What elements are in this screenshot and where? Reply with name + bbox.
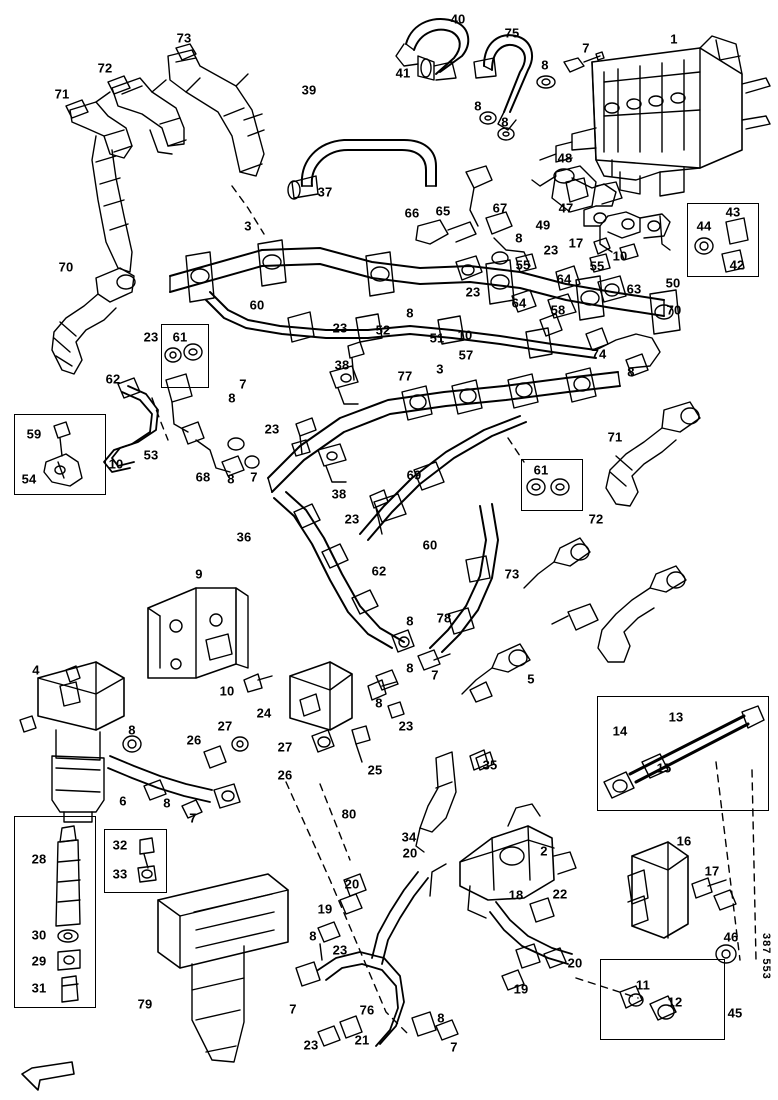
callout-number: 43 — [725, 204, 741, 220]
callout-number: 45 — [727, 1005, 743, 1021]
callout-number: 29 — [31, 953, 47, 969]
callout-number: 8 — [406, 613, 414, 629]
callout-number: 25 — [367, 762, 383, 778]
callout-number: 8 — [406, 660, 414, 676]
callout-number: 54 — [21, 471, 37, 487]
fitting-cluster-65-66-67 — [416, 166, 530, 280]
injector-72-right — [552, 566, 686, 662]
callout-number: 44 — [696, 218, 712, 234]
callout-number: 23 — [344, 511, 360, 527]
callout-number: 73 — [176, 30, 192, 46]
callout-number: 11 — [635, 977, 651, 993]
callout-number: 55 — [589, 258, 605, 274]
bracket-34 — [416, 750, 488, 852]
callout-number: 23 — [303, 1037, 319, 1053]
callout-number: 52 — [375, 322, 391, 338]
callout-number: 31 — [31, 980, 47, 996]
callout-number: 12 — [667, 994, 683, 1010]
callout-number: 71 — [54, 86, 70, 102]
callout-number: 77 — [397, 368, 413, 384]
rail-77-69 — [360, 416, 526, 540]
callout-number: 2 — [540, 843, 548, 859]
callout-number: 70 — [666, 302, 682, 318]
callout-number: 22 — [552, 886, 568, 902]
inset-43-44-42 — [687, 203, 759, 277]
callout-number: 23 — [264, 421, 280, 437]
callout-number: 8 — [228, 390, 236, 406]
callout-number: 7 — [582, 40, 590, 56]
callout-number: 10 — [219, 683, 235, 699]
injector-71-right — [606, 402, 700, 506]
callout-number: 8 — [541, 57, 549, 73]
callout-number: 8 — [309, 928, 317, 944]
callout-number: 5 — [527, 671, 535, 687]
callout-number: 49 — [535, 217, 551, 233]
dashed-links — [152, 186, 756, 1034]
callout-number: 76 — [359, 1002, 375, 1018]
callout-number: 35 — [482, 757, 498, 773]
callout-number: 73 — [504, 566, 520, 582]
callout-number: 8 — [128, 722, 136, 738]
callout-number: 18 — [508, 887, 524, 903]
callout-number: 16 — [676, 833, 692, 849]
sensor-17-right — [692, 878, 736, 963]
callout-number: 8 — [227, 471, 235, 487]
callout-number: 8 — [437, 1010, 445, 1026]
callout-number: 7 — [239, 376, 247, 392]
callout-number: 7 — [250, 469, 258, 485]
callout-number: 57 — [458, 347, 474, 363]
line-76-21 — [296, 952, 458, 1046]
callout-number: 79 — [137, 996, 153, 1012]
callout-number: 72 — [97, 60, 113, 76]
callout-number: 60 — [249, 297, 265, 313]
callout-number: 33 — [112, 866, 128, 882]
callout-number: 6 — [119, 793, 127, 809]
callout-number: 19 — [513, 981, 529, 997]
injector-71 — [66, 92, 132, 272]
callout-number: 15 — [656, 760, 672, 776]
injector-5 — [462, 644, 530, 702]
callout-number: 36 — [236, 529, 252, 545]
callout-number: 8 — [515, 230, 523, 246]
callout-number: 60 — [422, 537, 438, 553]
callout-number: 8 — [627, 364, 635, 380]
callout-number: 7 — [189, 810, 197, 826]
callout-number: 66 — [404, 205, 420, 221]
callout-number: 4 — [32, 662, 40, 678]
callout-number: 27 — [277, 739, 293, 755]
washer-8-top — [537, 76, 555, 88]
callout-number: 78 — [436, 610, 452, 626]
line-18-22 — [490, 898, 572, 990]
callout-number: 61 — [172, 329, 188, 345]
fuel-hose-39 — [288, 140, 436, 199]
callout-number: 8 — [501, 114, 509, 130]
callout-number: 62 — [371, 563, 387, 579]
inset-28-30-29-31 — [14, 816, 96, 1008]
callout-number: 26 — [186, 732, 202, 748]
callout-number: 21 — [354, 1032, 370, 1048]
clamp-38-b — [318, 444, 346, 482]
callout-number: 23 — [332, 942, 348, 958]
callout-number: 48 — [557, 150, 573, 166]
hose-73-lower — [430, 504, 498, 652]
callout-number: 10 — [612, 248, 628, 264]
line-6 — [108, 756, 212, 818]
callout-number: 23 — [398, 718, 414, 734]
callout-number: 42 — [729, 257, 745, 273]
callout-number: 70 — [58, 259, 74, 275]
callout-number: 64 — [556, 271, 572, 287]
callout-number: 10 — [108, 456, 124, 472]
bracket-9 — [148, 588, 248, 678]
callout-number: 8 — [474, 98, 482, 114]
callout-number: 23 — [465, 284, 481, 300]
callout-number: 20 — [567, 955, 583, 971]
filter-head-4 — [20, 662, 127, 822]
callout-number: 46 — [723, 929, 739, 945]
orientation-arrow — [22, 1062, 74, 1090]
filter-79 — [158, 874, 288, 1062]
injector-73-right — [524, 538, 590, 588]
sheet-code: 387 553 — [760, 933, 772, 980]
callout-number: 62 — [105, 371, 121, 387]
callout-number: 3 — [436, 361, 444, 377]
callout-number: 80 — [341, 806, 357, 822]
callout-number: 10 — [457, 327, 473, 343]
injector-72 — [108, 76, 186, 154]
callout-number: 7 — [431, 667, 439, 683]
callout-number: 37 — [317, 184, 333, 200]
callout-number: 23 — [332, 320, 348, 336]
callout-number: 38 — [331, 486, 347, 502]
injector-73 — [168, 44, 264, 176]
callout-number: 26 — [277, 767, 293, 783]
callout-number: 8 — [163, 795, 171, 811]
callout-number: 17 — [704, 863, 720, 879]
callout-number: 34 — [401, 829, 417, 845]
callout-number: 53 — [143, 447, 159, 463]
callout-number: 75 — [504, 25, 520, 41]
callout-number: 58 — [550, 302, 566, 318]
callout-number: 67 — [492, 200, 508, 216]
callout-number: 51 — [429, 330, 445, 346]
callout-number: 63 — [626, 281, 642, 297]
callout-number: 28 — [31, 851, 47, 867]
callout-number: 3 — [244, 218, 252, 234]
callout-number: 38 — [334, 357, 350, 373]
line-53-68 — [104, 371, 259, 476]
callout-number: 32 — [112, 837, 128, 853]
callout-number: 65 — [435, 203, 451, 219]
callout-number: 14 — [612, 723, 628, 739]
callout-number: 17 — [568, 235, 584, 251]
callout-number: 7 — [450, 1039, 458, 1055]
callout-number: 23 — [143, 329, 159, 345]
callout-number: 69 — [406, 467, 422, 483]
callout-number: 30 — [31, 927, 47, 943]
callout-number: 68 — [195, 469, 211, 485]
callout-number: 64 — [511, 295, 527, 311]
callout-number: 20 — [344, 876, 360, 892]
callout-number: 8 — [406, 305, 414, 321]
callout-number: 61 — [533, 462, 549, 478]
inset-11-12 — [600, 959, 725, 1040]
callout-number: 40 — [450, 11, 466, 27]
callout-number: 8 — [375, 695, 383, 711]
callout-number: 24 — [256, 705, 272, 721]
injector-70-left — [52, 268, 135, 374]
callout-number: 7 — [289, 1001, 297, 1017]
callout-number: 9 — [195, 566, 203, 582]
callout-number: 1 — [670, 31, 678, 47]
callout-number: 27 — [217, 718, 233, 734]
callout-number: 13 — [668, 709, 684, 725]
callout-number: 23 — [543, 242, 559, 258]
callout-number: 20 — [402, 845, 418, 861]
inset-61-right — [521, 459, 583, 511]
callout-number: 41 — [395, 65, 411, 81]
callout-number: 47 — [558, 200, 574, 216]
bracket-24 — [290, 662, 352, 752]
ecu-16 — [628, 842, 688, 938]
callout-number: 39 — [301, 82, 317, 98]
washer-8-c — [498, 128, 514, 140]
callout-number: 19 — [317, 901, 333, 917]
callout-number: 55 — [515, 257, 531, 273]
callout-number: 71 — [607, 429, 623, 445]
callout-number: 50 — [665, 275, 681, 291]
callout-number: 59 — [26, 426, 42, 442]
callout-number: 72 — [588, 511, 604, 527]
hardware-26-27 — [123, 674, 404, 811]
washer-8-b — [480, 112, 496, 124]
callout-number: 74 — [591, 346, 607, 362]
